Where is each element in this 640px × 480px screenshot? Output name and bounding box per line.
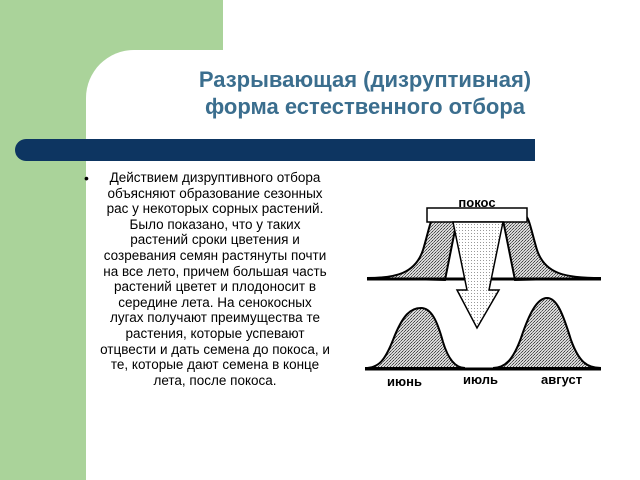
title-divider-bar bbox=[15, 139, 535, 161]
disruptive-selection-diagram bbox=[365, 190, 603, 390]
mowing-band bbox=[427, 208, 527, 222]
bullet-icon: • bbox=[84, 170, 89, 186]
label-august: август bbox=[541, 372, 583, 387]
label-june: июнь bbox=[387, 374, 422, 389]
title-line-1: Разрывающая (дизруптивная) bbox=[198, 67, 532, 92]
label-july: июль bbox=[463, 372, 499, 387]
label-mowing: покос bbox=[458, 195, 496, 210]
top-distribution-right bbox=[503, 216, 601, 280]
bottom-distribution-june bbox=[365, 308, 465, 368]
title-line-2: форма естественного отбора bbox=[204, 94, 526, 119]
selection-arrow bbox=[453, 222, 503, 328]
bottom-distribution-august bbox=[493, 298, 601, 368]
top-distribution-left bbox=[367, 216, 457, 280]
slide-title bbox=[100, 66, 630, 120]
green-left-strip bbox=[0, 0, 86, 480]
body-paragraph: Действием дизруптивного отбора объясняют образование сезонных рас у некоторых сорных растений. Было показано, что у таких растений сроки цветения и созревания семян растянуты почти на все лето, причем большая часть растений цветет и плодоносит в середине лета. На сенокосных лугах получают преимущества те растения, которые успевают отцвести и дать семена до покоса, и те, которые дают семена в конце лета, после покоса. bbox=[100, 170, 330, 388]
